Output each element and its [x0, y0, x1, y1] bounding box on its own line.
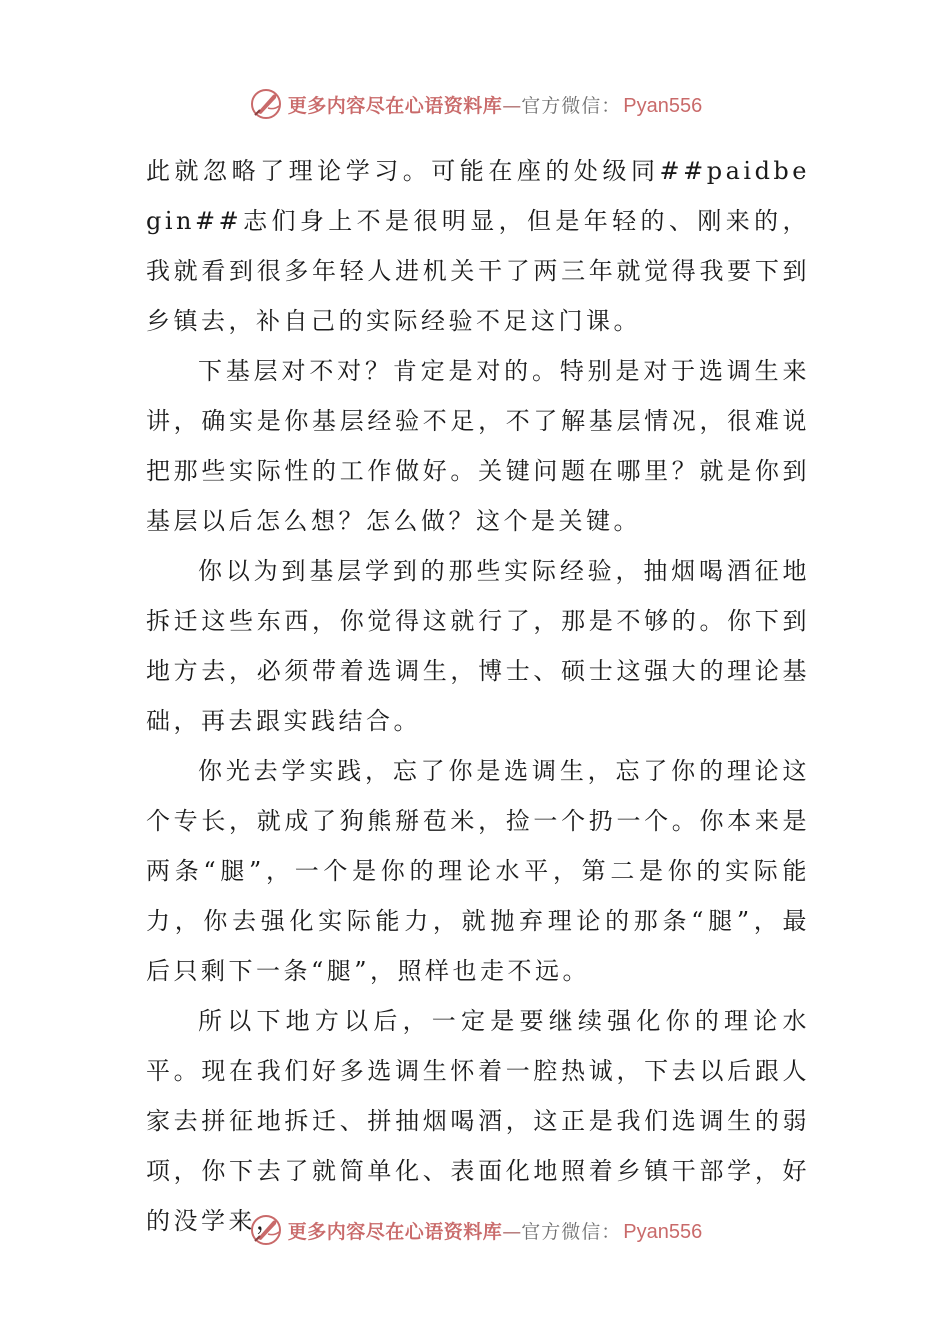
footer-official-label: 官方微信：	[521, 1220, 622, 1243]
banner-wechat-id: Pyan556	[623, 94, 703, 117]
quill-logo-icon	[248, 1212, 284, 1248]
banner-dash: —	[502, 94, 522, 117]
banner-official-label: 官方微信：	[521, 94, 622, 117]
paragraph-2: 下基层对不对？肯定是对的。特别是对于选调生来讲，确实是你基层经验不足，不了解基层情况，很难说把那些实际性的工作做好。关键问题在哪里？就是你到基层以后怎么想？怎么做？这个是关键。	[146, 357, 810, 535]
header-banner	[0, 82, 950, 126]
footer-brand-text: 更多内容尽在心语资料库	[287, 1220, 503, 1243]
paragraph-4: 你光去学实践，忘了你是选调生，忘了你的理论这个专长，就成了狗熊掰苞米，捡一个扔一个。你本来是两条“腿”，一个是你的理论水平，第二是你的实际能力，你去强化实际能力，就抛弃理论的那条“腿”，最后只剩下一条“腿”，照样也走不远。	[146, 757, 810, 985]
quill-logo-icon	[248, 86, 284, 122]
footer-wechat-id: Pyan556	[623, 1220, 703, 1243]
paragraph-5: 所以下地方以后，一定是要继续强化你的理论水平。现在我们好多选调生怀着一腔热诚，下去以后跟人家去拼征地拆迁、拼抽烟喝酒，这正是我们选调生的弱项，你下去了就简单化、表面化地照着乡镇干部学，好的没学来，	[146, 1007, 810, 1235]
paragraph-3: 你以为到基层学到的那些实际经验，抽烟喝酒征地拆迁这些东西，你觉得这就行了，那是不够的。你下到地方去，必须带着选调生，博士、硕士这强大的理论基础，再去跟实践结合。	[146, 557, 810, 735]
footer-banner	[0, 1208, 950, 1252]
footer-dash: —	[502, 1220, 522, 1243]
banner-brand-text: 更多内容尽在心语资料库	[287, 94, 503, 117]
document-body	[146, 146, 810, 1246]
paragraph-1: 此就忽略了理论学习。可能在座的处级同##paidbegin##志们身上不是很明显，但是年轻的、刚来的，我就看到很多年轻人进机关干了两三年就觉得我要下到乡镇去，补自己的实际经验不足这门课。	[146, 157, 810, 335]
